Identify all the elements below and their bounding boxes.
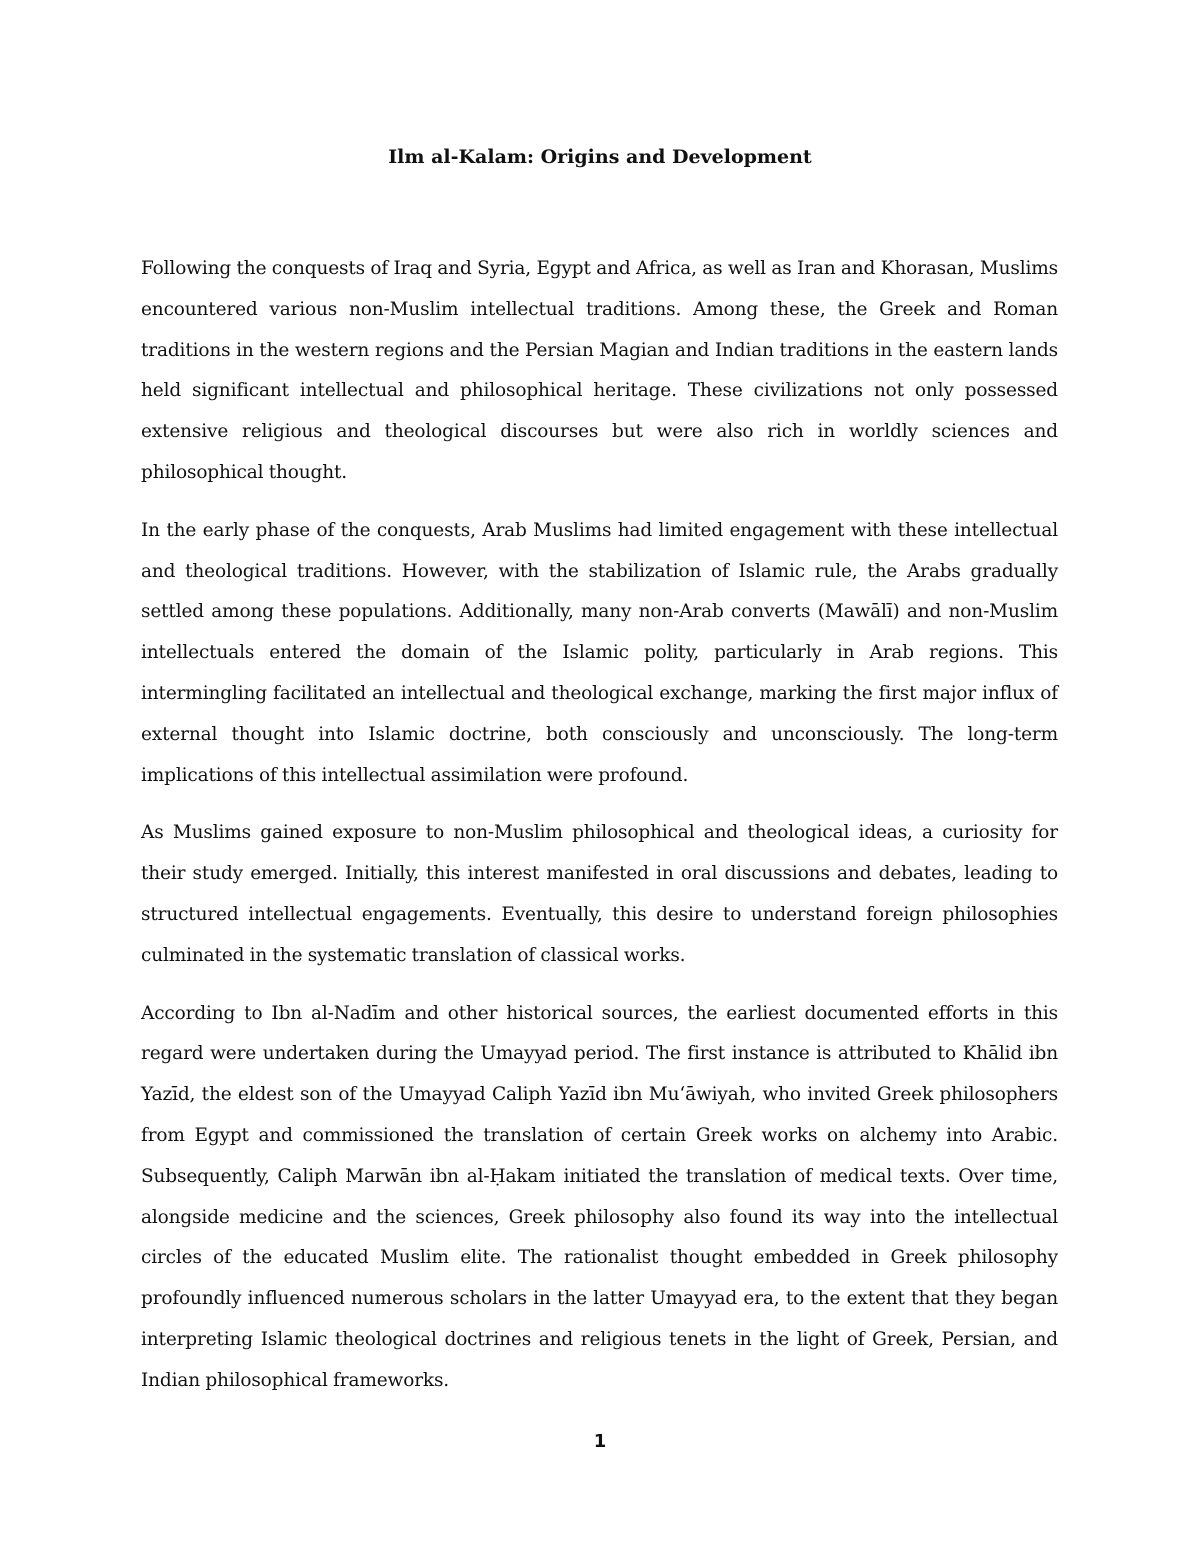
paragraph: According to Ibn al-Nadīm and other historical sources, the earliest documented efforts in this regard were undertaken during the Umayyad period. The first instance is attributed to Khālid ibn Yazīd, the eldest son of the Umayyad Caliph Yazīd ibn Mu‘āwiyah, who invited Greek philosophers from Egypt and commissioned the translation of certain Greek works on alchemy into Arabic. Subsequently, Caliph Marwān ibn al-Ḥakam initiated the translation of medical texts. Over time, alongside medicine and the sciences, Greek philosophy also found its way into the intellectual circles of the educated Muslim elite. The rationalist thought embedded in Greek philosophy profoundly influenced numerous scholars in the latter Umayyad era, to the extent that they began interpreting Islamic theological doctrines and religious tenets in the light of Greek, Persian, and Indian philosophical frameworks. bbox=[141, 1002, 1058, 1391]
document-body bbox=[141, 249, 1058, 1419]
document-title: Ilm al-Kalam: Origins and Development bbox=[388, 146, 812, 168]
paragraph: Following the conquests of Iraq and Syria, Egypt and Africa, as well as Iran and Khorasan, Muslims encountered various non-Muslim intellectual traditions. Among these, the Greek and Roman traditions in the western regions and the Persian Magian and Indian traditions in the eastern lands held significant intellectual and philosophical heritage. These civilizations not only possessed extensive religious and theological discourses but were also rich in worldly sciences and philosophical thought. bbox=[141, 258, 1058, 483]
page-number: 1 bbox=[593, 1431, 607, 1452]
paragraph: In the early phase of the conquests, Arab Muslims had limited engagement with these intellectual and theological traditions. However, with the stabilization of Islamic rule, the Arabs gradually settled among these populations. Additionally, many non-Arab converts (Mawālī) and non-Muslim intellectuals entered the domain of the Islamic polity, particularly in Arab regions. This intermingling facilitated an intellectual and theological exchange, marking the first major influx of external thought into Islamic doctrine, both consciously and unconsciously. The long-term implications of this intellectual assimilation were profound. bbox=[141, 519, 1058, 786]
paragraph: As Muslims gained exposure to non-Muslim philosophical and theological ideas, a curiosity for their study emerged. Initially, this interest manifested in oral discussions and debates, leading to structured intellectual engagements. Eventually, this desire to understand foreign philosophies culminated in the systematic translation of classical works. bbox=[141, 822, 1058, 966]
